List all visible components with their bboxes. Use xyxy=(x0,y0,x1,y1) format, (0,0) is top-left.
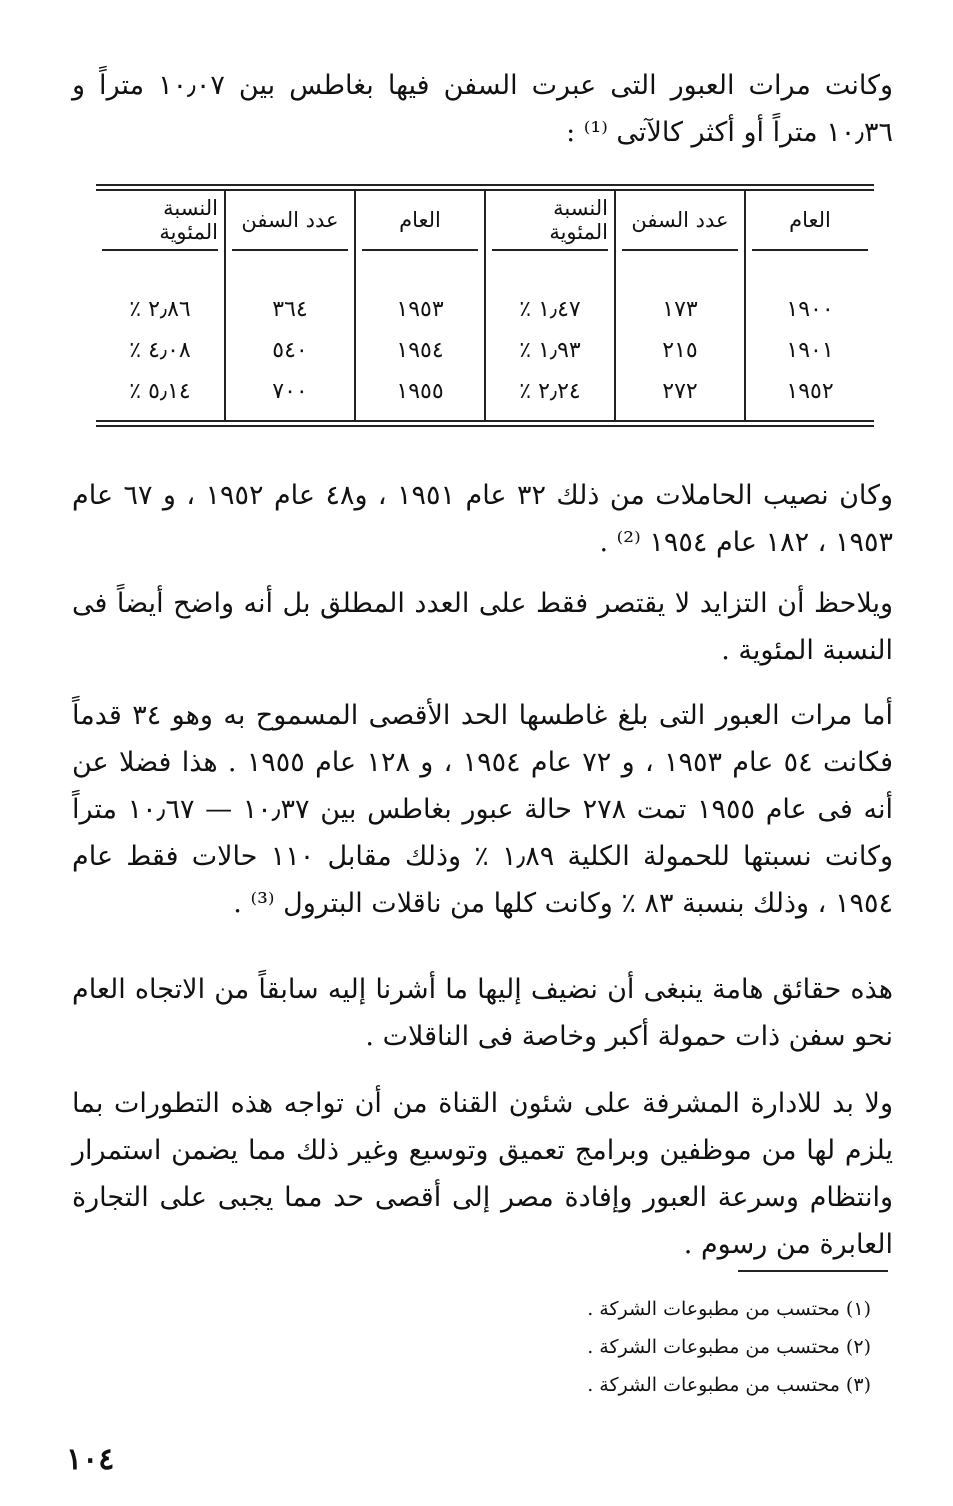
table-cell: ٣٦٤ xyxy=(272,297,308,322)
table-column xyxy=(744,191,874,420)
footnote-2: (٢) محتسب من مطبوعات الشركة . xyxy=(587,1336,871,1358)
table-cell: ١٩٠٠ xyxy=(786,297,834,322)
table-spacer xyxy=(616,412,744,420)
table-top-rule xyxy=(96,184,874,191)
table-cell: ١٩٠١ xyxy=(786,338,834,363)
table-spacer xyxy=(226,412,354,420)
paragraph-2: ويلاحظ أن التزايد لا يقتصر فقط على العدد المطلق بل أنه واضح أيضاً فى النسبة المئوية . xyxy=(72,588,893,666)
table-spacer xyxy=(746,251,874,289)
table-spacer xyxy=(486,251,614,289)
paragraph-3: أما مرات العبور التى بلغ غاطسها الحد الأقصى المسموح به وهو ٣٤ قدماً فكانت ٥٤ عام ١٩٥٣ ، و ٧٢ عام ١٩٥٤ ، و ١٢٨ عام ١٩٥٥ . هذا فضلا عن أنه فى عام ١٩٥٥ تمت ٢٧٨ حالة عبور بغاطس بين ١٠٫٣٧ — ١٠٫٦٧ متراً وكانت نسبتها للحمولة الكلية ١٫٨٩ ٪ وذلك مقابل ١١٠ حالات فقط عام ١٩٥٤ ، وذلك بنسبة ٨٣ ٪ وكانت كلها من ناقلات البترول ⁽³⁾ . xyxy=(72,700,894,919)
table-cell: ٢٧٢ xyxy=(662,379,698,404)
table-spacer xyxy=(96,251,224,289)
table-column xyxy=(354,191,484,420)
paragraph-5: ولا بد للادارة المشرفة على شئون القناة من أن تواجه هذه التطورات بما يلزم لها من موظفين وبرامج تعميق وتوسيع وغير ذلك مما يضمن استمرار وانتظام وسرعة العبور وإفادة مصر إلى أقصى حد مما يجبى على التجارة العابرة من رسوم . xyxy=(72,1088,893,1260)
paragraph-4: هذه حقائق هامة ينبغى أن نضيف إليها ما أشرنا إليه سابقاً من الاتجاه العام نحو سفن ذات حمولة أكبر وخاصة فى الناقلات . xyxy=(72,974,893,1052)
table-cell: ١٩٥٢ xyxy=(786,379,834,404)
table-cell: ١٧٣ xyxy=(662,297,698,322)
table-cell: ١٩٥٥ xyxy=(396,379,444,404)
paragraph-1: وكان نصيب الحاملات من ذلك ٣٢ عام ١٩٥١ ، و٤٨ عام ١٩٥٢ ، و ٦٧ عام ١٩٥٣ ، ١٨٢ عام ١٩٥٤ ⁽²⁾ . xyxy=(72,480,894,558)
table-cell: ٢١٥ xyxy=(662,338,698,363)
table-spacer xyxy=(356,412,484,420)
table-column xyxy=(484,191,614,420)
table-spacer xyxy=(746,412,874,420)
footnote-rule xyxy=(738,1270,888,1272)
table-cell: ١٩٥٣ xyxy=(396,297,444,322)
table-cell: ٢٫٢٤ ٪ xyxy=(519,379,581,404)
table-cell: ٥٫١٤ ٪ xyxy=(129,379,191,404)
table-spacer xyxy=(356,251,484,289)
table-spacer xyxy=(226,251,354,289)
table-cell: ١٫٤٧ ٪ xyxy=(519,297,581,322)
table-header-cell: العام xyxy=(752,191,868,251)
table-spacer xyxy=(96,412,224,420)
table-spacer xyxy=(486,412,614,420)
table-header-cell: عدد السفن xyxy=(232,191,348,251)
footnote-1: (١) محتسب من مطبوعات الشركة . xyxy=(587,1298,871,1320)
table-header-cell: عدد السفن xyxy=(622,191,738,251)
table-cell: ٢٫٨٦ ٪ xyxy=(129,297,191,322)
table-spacer xyxy=(616,251,744,289)
table-cell: ٧٠٠ xyxy=(272,379,308,404)
table-cell: ١٫٩٣ ٪ xyxy=(519,338,581,363)
table-cell: ٤٫٠٨ ٪ xyxy=(129,338,191,363)
table-header-cell: النسبة المئوية xyxy=(102,191,218,251)
ship-transit-table xyxy=(96,184,874,427)
table-header-cell: العام xyxy=(362,191,478,251)
table-column xyxy=(224,191,354,420)
page-number: ١٠٤ xyxy=(66,1442,115,1477)
table-cell: ١٩٥٤ xyxy=(396,338,444,363)
footnote-3: (٣) محتسب من مطبوعات الشركة . xyxy=(587,1374,871,1396)
table-cell: ٥٤٠ xyxy=(272,338,308,363)
table-grid xyxy=(96,191,874,420)
intro-paragraph: وكانت مرات العبور التى عبرت السفن فيها بغاطس بين ١٠٫٠٧ متراً و ١٠٫٣٦ متراً أو أكثر كالآتى ⁽¹⁾ : xyxy=(72,70,893,148)
table-bottom-rule xyxy=(96,420,874,427)
table-column xyxy=(96,191,224,420)
table-header-cell: النسبة المئوية xyxy=(492,191,608,251)
table-column xyxy=(614,191,744,420)
